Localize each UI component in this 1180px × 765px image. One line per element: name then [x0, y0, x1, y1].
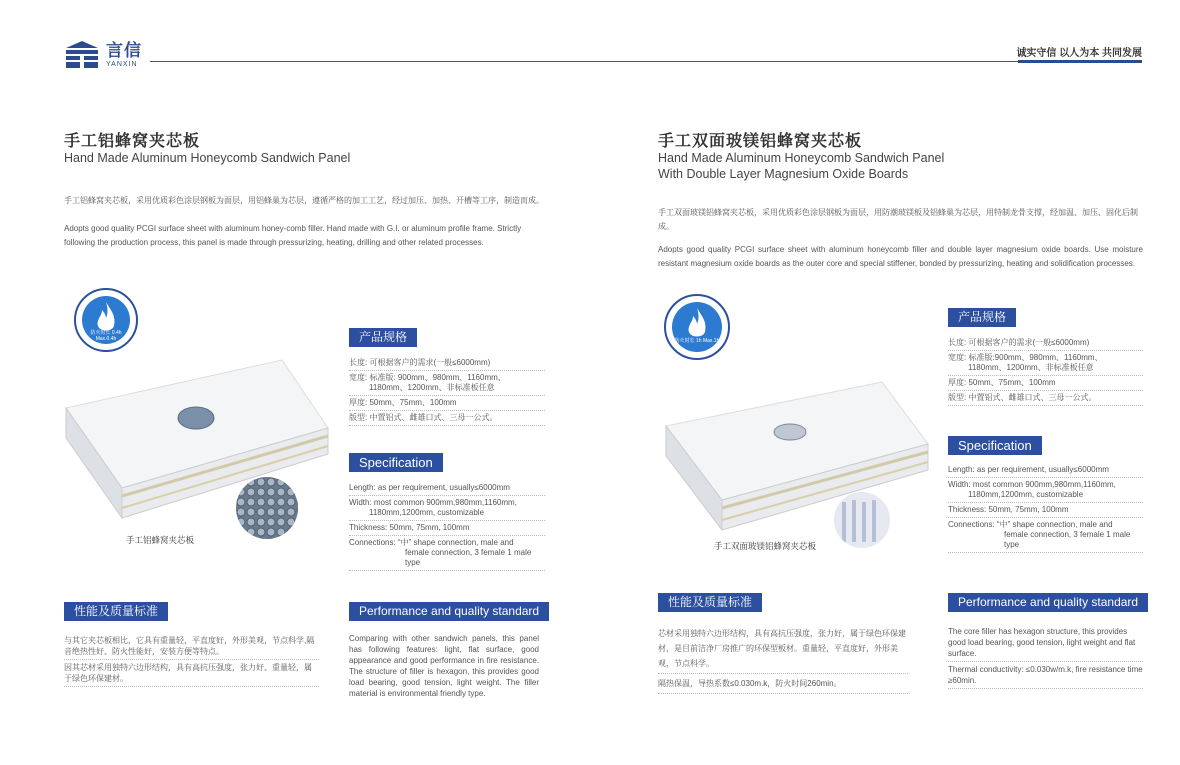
badge-label: 防火时长 1h Max.1h — [674, 338, 720, 344]
left-intro-en: Adopts good quality PCGI surface sheet with aluminum honey-comb filler. Hand made with G.I. or aluminum profile frame. Strictly following the production process, this panel is made through pressurizing, heating, drilling and other related processes. — [64, 224, 522, 247]
left-perf-cn — [64, 633, 319, 687]
fire-rating-badge — [664, 294, 730, 360]
flame-icon — [672, 302, 722, 352]
list-item: Thickness: 50mm, 75mm, 100mm — [349, 521, 545, 536]
badge-label: 防火时长 0.4h Max.0.4h — [90, 330, 122, 342]
list-item: 长度: 可根据客户的需求(一般≤6000mm) — [948, 336, 1143, 351]
right-title-cn: 手工双面玻镁铝蜂窝夹芯板 — [658, 133, 863, 150]
right-perf-en-tag: Performance and quality standard — [948, 593, 1148, 612]
list-item: 宽度: 标准版: 900mm、980mm、1160mm、 1180mm、1200mm、非标准板任意 — [349, 371, 545, 396]
list-item: Length: as per requirement, usually≤6000mm — [948, 463, 1143, 478]
left-perf-en-tag: Performance and quality standard — [349, 602, 549, 621]
list-item: Width: most common 900mm,980mm,1160mm, 1180mm,1200mm, customizable — [349, 496, 545, 521]
left-spec-cn-tag: 产品规格 — [349, 328, 417, 347]
honeycomb-detail-image — [834, 492, 890, 548]
list-item: 宽度: 标准版:900mm、980mm、1160mm、 1180mm、1200mm、非标准板任意 — [948, 351, 1143, 376]
list-item: 版型: 中置铝式、雌雄口式、三母一公式。 — [349, 411, 545, 426]
list-item: Width: most common 900mm,980mm,1160mm, 1180mm,1200mm, customizable — [948, 478, 1143, 503]
list-item: 因其芯材采用独特六边形结构，具有高抗压强度，张力好、重量轻，属于绿色环保建材。 — [64, 660, 319, 687]
right-perf-en — [948, 624, 1143, 689]
slogan-underline — [1018, 60, 1142, 63]
left-spec-en-list — [349, 481, 545, 571]
list-item: 芯材采用独特六边形结构，具有高抗压强度，张力好，属于绿色环保建材，是目前洁净厂房推广的环保型板材。重量轻，平直度好，外形美观，节点科学。 — [658, 624, 908, 674]
logo-name: 言信 — [106, 41, 142, 60]
right-spec-en-tag: Specification — [948, 436, 1042, 455]
slogan: 诚实守信 以人为本 共同发展 — [1016, 48, 1142, 59]
logo-mark-icon — [64, 40, 100, 70]
list-item: 厚度: 50mm、75mm、100mm — [349, 396, 545, 411]
left-title-en: Hand Made Aluminum Honeycomb Sandwich Panel — [64, 151, 351, 165]
list-item: Connections: “中” shape connection, male and female connection, 3 female 1 male type — [948, 518, 1143, 553]
list-item: 隔热保温，导热系数≤0.030m.k，防火时间260min。 — [658, 674, 908, 694]
left-perf-en: Comparing with other sandwich panels, this panel has following features: light, flat surface, good appearance and good performance in fire resistance. The structure of filler is hexagon, this provides good load bearing, good tension, light weight. The filler material is environmental friendly type. — [349, 634, 539, 698]
logo-subtitle: YANXIN — [106, 61, 138, 68]
list-item: 厚度: 50mm、75mm、100mm — [948, 376, 1143, 391]
right-spec-en-list — [948, 463, 1143, 553]
left-spec-en-tag: Specification — [349, 453, 443, 472]
list-item: Connections: “中” shape connection, male and female connection, 3 female 1 male type — [349, 536, 545, 571]
left-caption: 手工铝蜂窝夹芯板 — [126, 535, 195, 545]
right-title-en-2: With Double Layer Magnesium Oxide Boards — [658, 167, 909, 181]
right-spec-cn-list — [948, 336, 1143, 406]
logo — [64, 40, 142, 70]
list-item: 版型: 中置铝式、雌雄口式、三母一公式。 — [948, 391, 1143, 406]
flame-icon — [82, 296, 130, 344]
honeycomb-detail-image — [236, 477, 298, 539]
list-item: Thickness: 50mm, 75mm, 100mm — [948, 503, 1143, 518]
left-spec-cn-list — [349, 356, 545, 426]
right-spec-cn-tag: 产品规格 — [948, 308, 1016, 327]
list-item: Thermal conductivity: ≤0.030w/m.k, fire resistance time ≥60min. — [948, 662, 1143, 689]
right-perf-cn — [658, 624, 908, 694]
header-divider — [150, 61, 1142, 62]
list-item: Length: as per requirement, usually≤6000mm — [349, 481, 545, 496]
right-perf-cn-tag: 性能及质量标准 — [658, 593, 762, 612]
right-intro-en: Adopts good quality PCGI surface sheet with aluminum honeycomb filler and double layer magnesium oxide boards. Use moisture resistant magnesium oxide boards as the outer core and special stiffener, bonded by pressurizing, heating and solidification processes. — [658, 245, 1143, 268]
left-perf-cn-tag: 性能及质量标准 — [64, 602, 168, 621]
list-item: 与其它夹芯板相比，它具有重量轻，平直度好，外形美观，节点科学,隔音绝热性好、防火性能好，安装方便等特点。 — [64, 633, 319, 660]
right-intro-cn: 手工双面玻镁铝蜂窝夹芯板，采用优质彩色涂层钢板为面层，用防潮玻镁板及铝蜂巢为芯层，用特制龙骨支撑，经加温、加压、固化后制成。 — [658, 208, 1138, 231]
right-caption: 手工双面玻镁铝蜂窝夹芯板 — [714, 541, 817, 551]
list-item: The core filler has hexagon structure, this provides good load bearing, good tension, light weight and flat surface. — [948, 624, 1143, 662]
right-panel-image — [662, 380, 932, 540]
left-title-cn: 手工铝蜂窝夹芯板 — [64, 133, 201, 150]
list-item: 长度: 可根据客户的需求(一般≤6000mm) — [349, 356, 545, 371]
fire-rating-badge — [74, 288, 138, 352]
right-title-en-1: Hand Made Aluminum Honeycomb Sandwich Panel — [658, 151, 945, 165]
left-intro-cn: 手工铝蜂窝夹芯板，采用优质彩色涂层钢板为面层，用铝蜂巢为芯层，遵循严格的加工工艺，经过加压、加热、开槽等工序，制造而成。 — [64, 196, 544, 205]
